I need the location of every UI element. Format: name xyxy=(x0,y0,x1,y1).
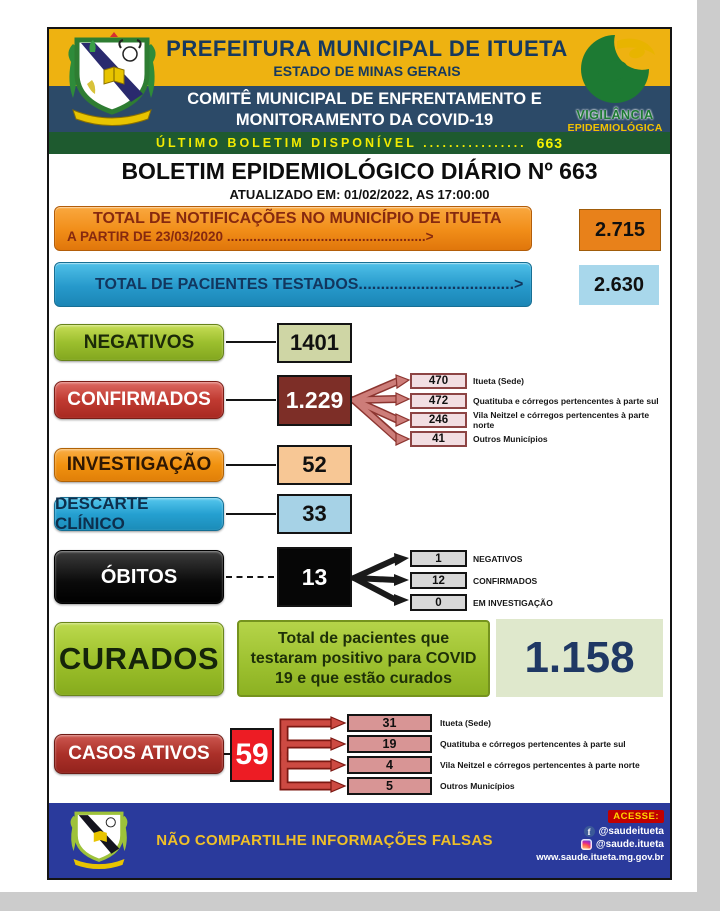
descarte-clinico-value: 33 xyxy=(277,494,352,534)
obitos-connector xyxy=(226,576,274,578)
footer-social-block xyxy=(504,806,664,863)
negativos-connector xyxy=(226,341,276,343)
tested-label: TOTAL DE PACIENTES TESTADOS...................................> xyxy=(95,275,524,293)
confirmados-breakdown-label: Quatituba e córregos pertencentes à parte sul xyxy=(473,396,659,406)
obitos-button: ÓBITOS xyxy=(54,550,224,604)
website-link[interactable]: www.saude.itueta.mg.gov.br xyxy=(536,852,664,863)
investigacao-value: 52 xyxy=(277,445,352,485)
obitos-breakdown-label: NEGATIVOS xyxy=(473,553,523,564)
curados-description: Total de pacientes que testaram positivo para COVID 19 e que estão curados xyxy=(237,620,490,697)
casos-ativos-breakdown-value: 19 xyxy=(347,735,432,753)
footer-bar xyxy=(49,803,670,878)
confirmados-breakdown-value: 246 xyxy=(410,412,467,428)
instagram-handle: @saude.itueta xyxy=(595,839,664,850)
footer-message: NÃO COMPARTILHE INFORMAÇÕES FALSAS xyxy=(156,832,493,849)
committee-title xyxy=(164,89,565,131)
notifications-bar xyxy=(54,206,532,251)
committee-line2: MONITORAMENTO DA COVID-19 xyxy=(235,111,494,129)
obitos-breakdown-value: 1 xyxy=(410,550,467,567)
confirmados-breakdown-label: Itueta (Sede) xyxy=(473,376,525,386)
descarte-clinico-connector xyxy=(226,513,276,515)
curados-value: 1.158 xyxy=(496,619,663,697)
casos-ativos-breakdown-label: Outros Municípios xyxy=(440,781,515,791)
instagram-icon xyxy=(581,839,592,850)
instagram-link[interactable] xyxy=(504,839,664,850)
obitos-value: 13 xyxy=(277,547,352,607)
descarte-clinico-button: DESCARTE CLÍNICO xyxy=(54,497,224,531)
page-edge-bottom xyxy=(0,892,720,911)
obitos-breakdown-value: 12 xyxy=(410,572,467,589)
footer-coat-of-arms xyxy=(63,808,135,872)
facebook-icon: f xyxy=(584,826,595,837)
confirmados-breakdown-label: Outros Municípios xyxy=(473,434,548,444)
casos-ativos-arrows xyxy=(274,711,347,803)
confirmados-value: 1.229 xyxy=(277,375,352,426)
confirmados-button: CONFIRMADOS xyxy=(54,381,224,419)
casos-ativos-value: 59 xyxy=(230,728,274,782)
confirmados-breakdown-value: 472 xyxy=(410,393,467,409)
obitos-breakdown-label: CONFIRMADOS xyxy=(473,575,538,586)
tested-value: 2.630 xyxy=(579,265,659,305)
access-label: ACESSE: xyxy=(608,810,664,823)
negativos-button: NEGATIVOS xyxy=(54,324,224,361)
notifications-label-line1: TOTAL DE NOTIFICAÇÕES NO MUNICÍPIO DE ITUETA xyxy=(93,210,502,227)
confirmados-breakdown-label: Vila Neitzel e córregos pertencentes à parte norte xyxy=(473,410,650,430)
tested-bar xyxy=(54,262,532,307)
confirmados-arrows xyxy=(352,369,410,451)
casos-ativos-breakdown-label: Itueta (Sede) xyxy=(440,718,492,728)
casos-ativos-breakdown-value: 31 xyxy=(347,714,432,732)
investigacao-button: INVESTIGAÇÃO xyxy=(54,448,224,482)
notifications-label-line2: A PARTIR DE 23/03/2020 .....................................................> xyxy=(67,229,434,244)
casos-ativos-breakdown-value: 5 xyxy=(347,777,432,795)
confirmados-breakdown-value: 470 xyxy=(410,373,467,389)
vigilancia-line1: VIGILÂNCIA xyxy=(576,108,654,122)
bulletin-updated: ATUALIZADO EM: 01/02/2022, AS 17:00:00 xyxy=(229,187,490,202)
facebook-handle: @saudeitueta xyxy=(598,826,664,837)
committee-line1: COMITÊ MUNICIPAL DE ENFRENTAMENTO E xyxy=(187,90,542,108)
casos-ativos-button: CASOS ATIVOS xyxy=(54,734,224,774)
casos-ativos-breakdown-value: 4 xyxy=(347,756,432,774)
vigilancia-logo xyxy=(564,31,666,151)
confirmados-connector xyxy=(226,399,276,401)
notifications-value: 2.715 xyxy=(579,209,661,251)
confirmados-breakdown-value: 41 xyxy=(410,431,467,447)
obitos-arrows xyxy=(352,547,410,609)
state-subtitle: ESTADO DE MINAS GERAIS xyxy=(273,63,461,79)
obitos-breakdown-label: EM INVESTIGAÇÃO xyxy=(473,597,553,608)
ituetá-coat-of-arms xyxy=(57,32,167,130)
last-bulletin-number: 663 xyxy=(536,135,564,151)
facebook-link[interactable] xyxy=(504,826,664,837)
bulletin-sheet xyxy=(47,27,672,880)
vigilancia-swoosh-icon xyxy=(567,31,663,107)
investigacao-connector xyxy=(226,464,276,466)
vigilancia-line2: EPIDEMIOLÓGICA xyxy=(567,122,663,134)
last-bulletin-label: ÚLTIMO BOLETIM DISPONÍVEL ................ xyxy=(155,136,527,150)
negativos-value: 1401 xyxy=(277,323,352,363)
municipality-title: PREFEITURA MUNICIPAL DE ITUETA xyxy=(166,36,568,61)
casos-ativos-breakdown-label: Quatituba e córregos pertencentes à parte sul xyxy=(440,739,626,749)
casos-ativos-breakdown-label: Vila Neitzel e córregos pertencentes à parte norte xyxy=(440,760,640,770)
page-edge-right xyxy=(697,0,720,911)
curados-button: CURADOS xyxy=(54,622,224,696)
obitos-breakdown-value: 0 xyxy=(410,594,467,611)
bulletin-title: BOLETIM EPIDEMIOLÓGICO DIÁRIO Nº 663 xyxy=(121,158,598,184)
